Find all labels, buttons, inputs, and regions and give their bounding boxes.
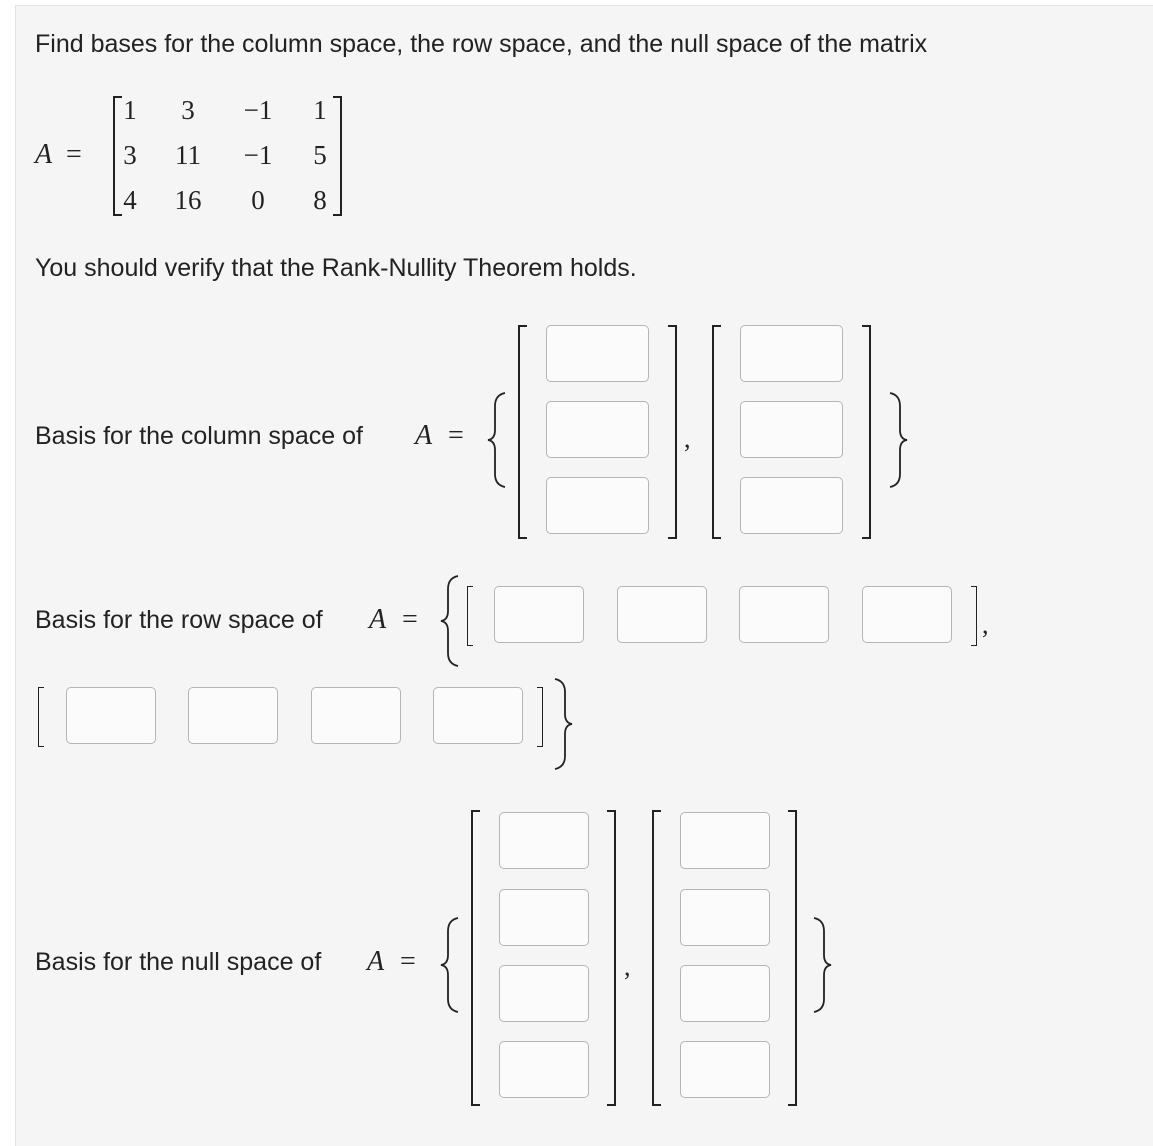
column-space-var: A [415, 420, 433, 451]
right-brace-icon [888, 392, 908, 488]
vector-separator: , [684, 424, 691, 453]
row-basis-1-entry-3[interactable] [739, 586, 829, 643]
column-basis-2-entry-2[interactable] [740, 401, 843, 458]
left-brace-icon [440, 917, 460, 1013]
matrix-cell: 8 [313, 185, 327, 215]
vector-left-bracket [652, 810, 661, 1106]
right-brace-icon [553, 678, 573, 770]
null-basis-2-entry-4[interactable] [680, 1041, 770, 1098]
row-space-label: Basis for the row space of [35, 606, 323, 634]
matrix-cell: 3 [123, 140, 137, 170]
null-basis-1-entry-4[interactable] [499, 1041, 589, 1098]
matrix-cell: 5 [313, 140, 327, 170]
vector-right-bracket [788, 810, 797, 1106]
vector-left-bracket [518, 325, 527, 539]
matrix-cell: −1 [243, 140, 273, 170]
column-basis-1-entry-3[interactable] [546, 477, 649, 534]
row-basis-1-entry-4[interactable] [862, 586, 952, 643]
vector-separator: , [624, 952, 631, 981]
vector-right-bracket [971, 586, 977, 646]
null-basis-1-entry-1[interactable] [499, 812, 589, 869]
rank-nullity-note: You should verify that the Rank-Nullity Theorem holds. [35, 254, 637, 282]
null-basis-2-entry-1[interactable] [680, 812, 770, 869]
row-space-equals: = [402, 604, 418, 635]
matrix-name: A [35, 139, 53, 170]
vector-separator: , [982, 610, 989, 639]
matrix-cell: 1 [313, 95, 327, 125]
column-basis-2-entry-3[interactable] [740, 477, 843, 534]
matrix-cell: 3 [181, 95, 195, 125]
matrix-equals: = [66, 139, 82, 170]
left-brace-icon [487, 392, 507, 488]
matrix-cell: 0 [251, 185, 265, 215]
vector-right-bracket [537, 687, 543, 747]
null-basis-1-entry-2[interactable] [499, 889, 589, 946]
matrix-cell: 4 [123, 185, 137, 215]
right-brace-icon [812, 917, 832, 1013]
vector-left-bracket [712, 325, 721, 539]
matrix-cell: 11 [175, 140, 201, 170]
matrix-cell: 16 [174, 185, 202, 215]
row-basis-2-entry-3[interactable] [311, 687, 401, 744]
null-basis-2-entry-3[interactable] [680, 965, 770, 1022]
row-space-var: A [369, 604, 387, 635]
column-basis-1-entry-1[interactable] [546, 325, 649, 382]
null-space-equals: = [400, 946, 416, 977]
row-basis-2-entry-1[interactable] [66, 687, 156, 744]
row-basis-1-entry-1[interactable] [494, 586, 584, 643]
null-space-var: A [367, 946, 385, 977]
vector-right-bracket [668, 325, 677, 539]
left-brace-icon [440, 575, 460, 667]
matrix-cell: −1 [243, 95, 273, 125]
vector-left-bracket [467, 586, 473, 646]
column-basis-2-entry-1[interactable] [740, 325, 843, 382]
vector-left-bracket [38, 687, 44, 747]
row-basis-2-entry-2[interactable] [188, 687, 278, 744]
column-space-label: Basis for the column space of [35, 422, 363, 450]
null-basis-2-entry-2[interactable] [680, 889, 770, 946]
vector-left-bracket [471, 810, 480, 1106]
vector-right-bracket [607, 810, 616, 1106]
row-basis-1-entry-2[interactable] [617, 586, 707, 643]
row-basis-2-entry-4[interactable] [433, 687, 523, 744]
null-space-label: Basis for the null space of [35, 948, 322, 976]
vector-right-bracket [862, 325, 871, 539]
question-prompt: Find bases for the column space, the row space, and the null space of the matrix [35, 30, 928, 58]
null-basis-1-entry-3[interactable] [499, 965, 589, 1022]
column-space-equals: = [448, 420, 464, 451]
column-basis-1-entry-2[interactable] [546, 401, 649, 458]
matrix-cell: 1 [123, 95, 137, 125]
